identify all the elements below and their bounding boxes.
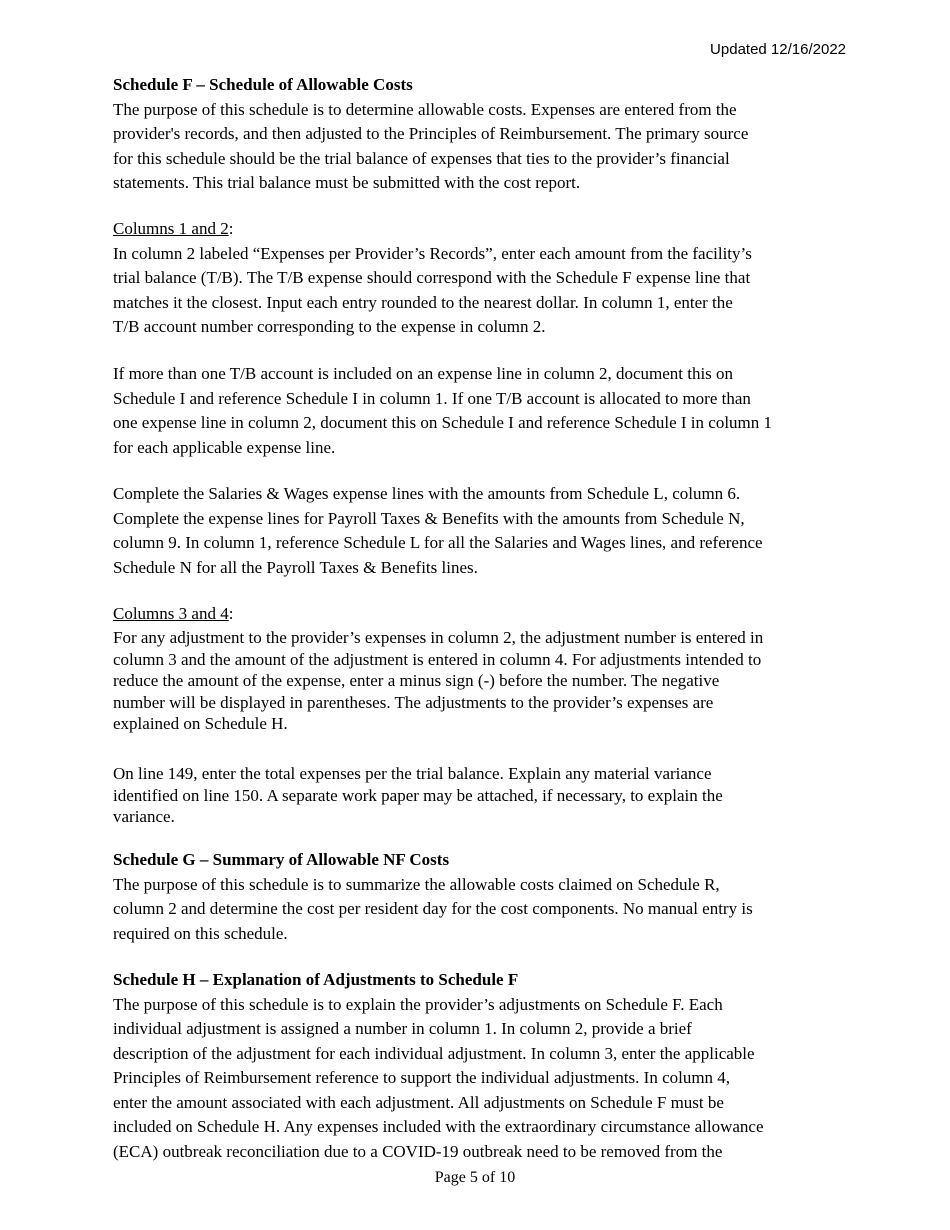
paragraph-line: Complete the Salaries & Wages expense lines with the amounts from Schedule L, column 6. [113,484,741,503]
page-number: Page 5 of 10 [434,1169,516,1186]
paragraph-line: trial balance (T/B). The T/B expense should correspond with the Schedule F expense line that [113,268,751,287]
schedule-h-section [113,968,853,1164]
paragraph-line: one expense line in column 2, document this on Schedule I and reference Schedule I in column 1 [113,413,773,432]
columns-3-4-heading: Columns 3 and 4: [113,604,234,623]
paragraph-line: description of the adjustment for each individual adjustment. In column 3, enter the applicable [113,1043,755,1063]
paragraph-line: (ECA) outbreak reconciliation due to a COVID-19 outbreak need to be removed from the [113,1141,723,1161]
paragraph-line: In column 2 labeled “Expenses per Provider’s Records”, enter each amount from the facility’s [113,243,752,263]
paragraph-line: explained on Schedule H. [113,714,288,733]
paragraph-line: matches it the closest. Input each entry rounded to the nearest dollar. In column 1, enter the [113,292,733,312]
paragraph-line: statements. This trial balance must be submitted with the cost report. [113,173,581,192]
paragraph-line: included on Schedule H. Any expenses included with the extraordinary circumstance allowance [113,1117,764,1136]
paragraph-line: On line 149, enter the total expenses per the trial balance. Explain any material variance [113,764,712,783]
paragraph-line: The purpose of this schedule is to determine allowable costs. Expenses are entered from the [113,99,737,119]
schedule-g-title: Schedule G – Summary of Allowable NF Costs [113,850,450,869]
paragraph-line: variance. [113,807,175,826]
paragraph-line: column 9. In column 1, reference Schedule L for all the Salaries and Wages lines, and reference [113,533,763,552]
columns-3-4-paragraph-1 [113,627,853,735]
columns-1-2-heading: Columns 1 and 2: [113,219,234,238]
paragraph-line: Principles of Reimbursement reference to support the individual adjustments. In column 4, [113,1068,731,1087]
paragraph-line: reduce the amount of the expense, enter a minus sign (-) before the number. The negative [113,671,720,690]
paragraph-line: For any adjustment to the provider’s expenses in column 2, the adjustment number is entered in [113,628,764,647]
paragraph-line: enter the amount associated with each adjustment. All adjustments on Schedule F must be [113,1092,724,1112]
schedule-h-title: Schedule H – Explanation of Adjustments to Schedule F [113,970,519,989]
paragraph-line: Schedule N for all the Payroll Taxes & Benefits lines. [113,557,478,577]
paragraph-line: The purpose of this schedule is to explain the provider’s adjustments on Schedule F. Each [113,994,723,1014]
paragraph-line: column 3 and the amount of the adjustment is entered in column 4. For adjustments intended to [113,649,762,669]
paragraph-line: for each applicable expense line. [113,437,336,457]
schedule-f-section [113,73,853,196]
paragraph-line: identified on line 150. A separate work paper may be attached, if necessary, to explain the [113,785,723,805]
updated-date: Updated 12/16/2022 [710,41,846,58]
paragraph-line: If more than one T/B account is included on an expense line in column 2, document this on [113,364,734,383]
paragraph-line: number will be displayed in parentheses. The adjustments to the provider’s expenses are [113,692,714,712]
columns-1-2-section [113,217,853,340]
paragraph-line: individual adjustment is assigned a number in column 1. In column 2, provide a brief [113,1019,692,1038]
paragraph-line: provider's records, and then adjusted to the Principles of Reimbursement. The primary source [113,124,749,143]
columns-3-4-heading-block [113,602,853,627]
columns-1-2-paragraph-2 [113,362,853,460]
paragraph-line: The purpose of this schedule is to summarize the allowable costs claimed on Schedule R, [113,874,720,894]
paragraph-line: for this schedule should be the trial balance of expenses that ties to the provider’s financial [113,148,730,168]
paragraph-line: T/B account number corresponding to the expense in column 2. [113,317,546,336]
schedule-g-section [113,848,853,946]
paragraph-line: Complete the expense lines for Payroll Taxes & Benefits with the amounts from Schedule N, [113,508,745,528]
schedule-f-title: Schedule F – Schedule of Allowable Costs [113,75,413,94]
paragraph-line: Schedule I and reference Schedule I in column 1. If one T/B account is allocated to more than [113,388,751,408]
paragraph-line: column 2 and determine the cost per resident day for the cost components. No manual entry is [113,899,753,918]
columns-3-4-paragraph-2 [113,763,853,828]
paragraph-line: required on this schedule. [113,923,288,943]
columns-1-2-paragraph-3 [113,482,853,580]
